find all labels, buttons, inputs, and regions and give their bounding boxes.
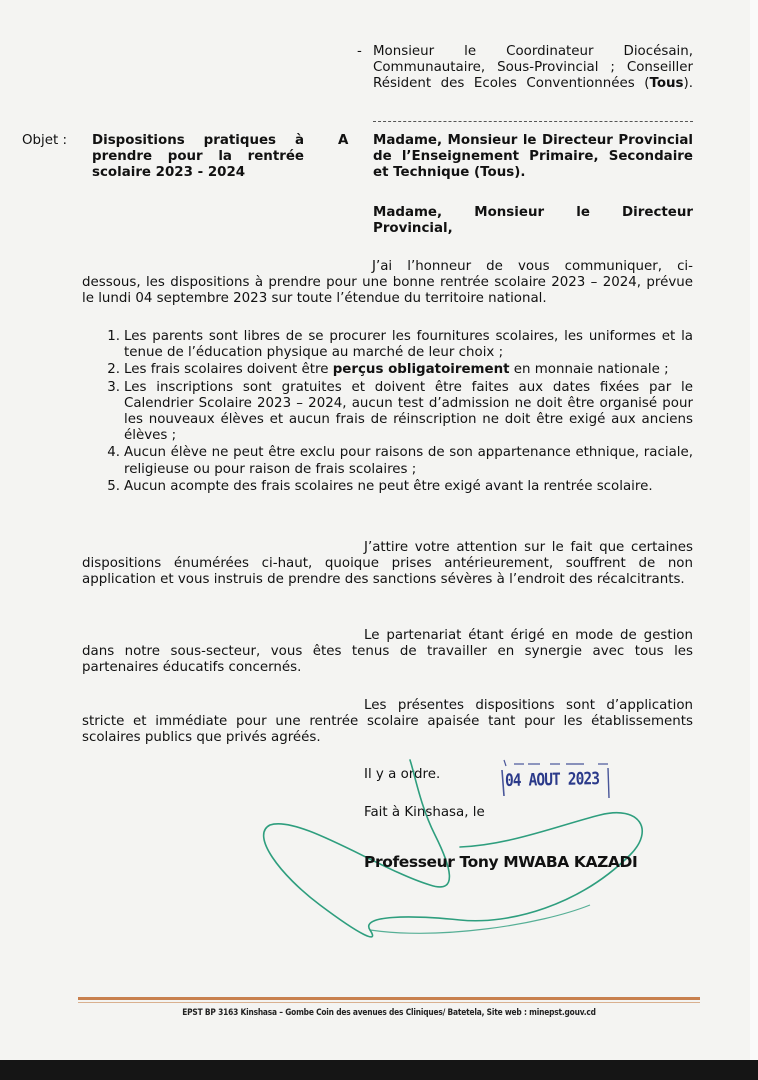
presentes-paragraph: Les présentes dispositions sont d’application stricte et immédiate pour une rentrée scolaire apaisée tant pour les établissements scolaires publics que privés agréés. <box>82 698 693 746</box>
partenariat-paragraph: Le partenariat étant érigé en mode de gestion dans notre sous-secteur, vous êtes tenus de travailler en synergie avec tous les partenaires éducatifs concernés. <box>82 628 693 676</box>
object-label: Objet : <box>22 133 68 148</box>
footer-rule <box>78 997 700 1000</box>
signatory-name: Professeur Tony MWABA KAZADI <box>364 853 638 871</box>
recipient-directeur-provincial: Madame, Monsieur le Directeur Provincial de l’Enseignement Primaire, Secondaire et Technique (Tous). <box>373 133 693 181</box>
list-item: 3. Les inscriptions sont gratuites et doivent être faites aux dates fixées par le Calendrier Scolaire 2023 – 2024, aucun test d’admission ne doit être organisé pour les nouveaux élèves et aucun frais de réinscription ne doit être exigé aux anciens élèves ; <box>107 379 693 444</box>
bottom-bar <box>0 1060 758 1080</box>
dispositions-list <box>107 329 693 495</box>
page-edge <box>750 0 758 1060</box>
stamp-date: 04 AOUT 2023 <box>504 769 600 791</box>
list-item: 5. Aucun acompte des frais scolaires ne peut être exigé avant la rentrée scolaire. <box>107 478 653 494</box>
fait-text: Fait à Kinshasa, le <box>364 805 485 820</box>
object-text: Dispositions pratiques à prendre pour la rentrée scolaire 2023 - 2024 <box>92 133 304 181</box>
footer-rule-thin <box>78 1002 700 1003</box>
dashed-separator <box>373 121 693 122</box>
recipient-dash: - <box>357 44 362 59</box>
intro-paragraph: J’ai l’honneur de vous communiquer, ci-dessous, les dispositions à prendre pour une bonne rentrée scolaire 2023 – 2024, prévue le lundi 04 septembre 2023 sur toute l’étendue du territoire national. <box>82 259 693 307</box>
a-label: A <box>338 133 349 148</box>
list-item: 2. Les frais scolaires doivent être perçus obligatoirement en monnaie nationale ; <box>107 362 669 378</box>
recipient-coordinateur: Monsieur le Coordinateur Diocésain, Communautaire, Sous-Provincial ; Conseiller Résident des Ecoles Conventionnées (Tous). <box>373 44 694 92</box>
list-item: 1. Les parents sont libres de se procurer les fournitures scolaires, les uniformes et la tenue de l’éducation physique au marché de leur choix ; <box>107 329 693 361</box>
ordre-text: Il y a ordre. <box>364 767 441 782</box>
salutation: Madame, Monsieur le Directeur Provincial, <box>373 205 693 237</box>
footer-address: EPST BP 3163 Kinshasa – Gombe Coin des avenues des Cliniques/ Batetela, Site web : minepst.gouv.cd <box>182 1008 596 1018</box>
attention-paragraph: J’attire votre attention sur le fait que certaines dispositions énumérées ci-haut, quoique prises antérieurement, souffrent de non application et vous instruis de prendre des sanctions sévères à l’endroit des récalcitrants. <box>82 540 693 588</box>
list-item: 4. Aucun élève ne peut être exclu pour raisons de son appartenance ethnique, raciale, religieuse ou pour raison de frais scolaires ; <box>107 445 693 477</box>
